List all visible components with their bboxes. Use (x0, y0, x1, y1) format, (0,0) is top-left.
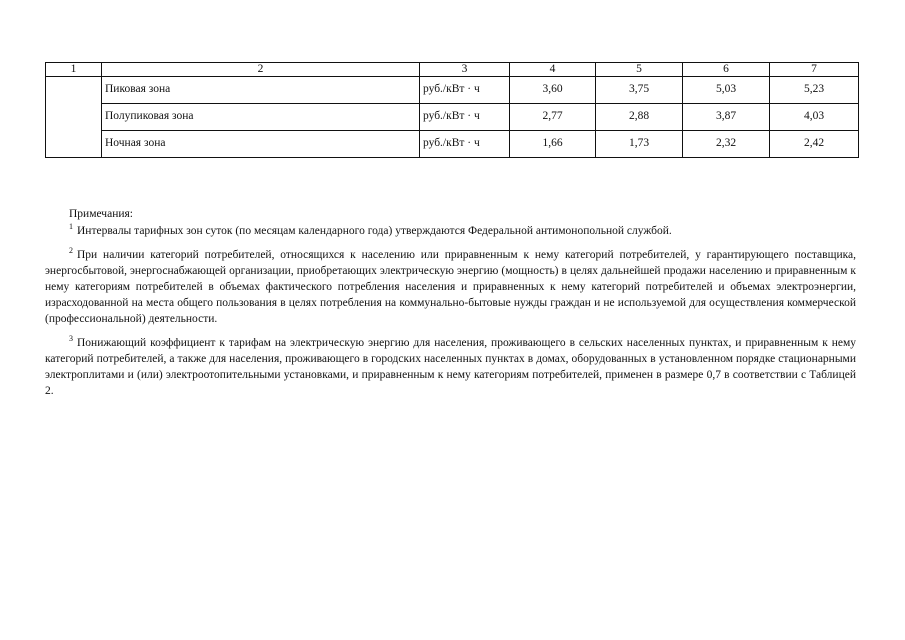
column-number: 3 (420, 63, 510, 77)
notes-title: Примечания: (69, 208, 133, 220)
column-number: 7 (770, 63, 859, 77)
row-number-cell (46, 76, 102, 157)
column-number: 5 (596, 63, 683, 77)
zone-name: Пиковая зона (102, 76, 420, 103)
tariff-value: 1,73 (596, 130, 683, 157)
tariff-value: 2,32 (683, 130, 770, 157)
column-number: 6 (683, 63, 770, 77)
notes-section (45, 206, 856, 399)
note-text: Интервалы тарифных зон суток (по месяцам календарного года) утверждаются Федеральной антимонопольной службой. (77, 225, 672, 237)
tariff-value: 1,66 (510, 130, 596, 157)
table-row (46, 103, 859, 130)
tariff-value: 3,60 (510, 76, 596, 103)
zone-name: Ночная зона (102, 130, 420, 157)
unit-cell: руб./кВт · ч (420, 130, 510, 157)
note-item (45, 335, 856, 399)
note-item (69, 223, 856, 239)
note-item (45, 247, 856, 327)
tariff-value: 3,75 (596, 76, 683, 103)
column-number: 2 (102, 63, 420, 77)
tariff-value: 2,77 (510, 103, 596, 130)
footnote-marker: 1 (69, 222, 73, 232)
column-number: 4 (510, 63, 596, 77)
table-row (46, 130, 859, 157)
table-header-row (46, 63, 859, 77)
tariff-table (45, 62, 859, 158)
tariff-value: 5,03 (683, 76, 770, 103)
tariff-value: 2,42 (770, 130, 859, 157)
unit-cell: руб./кВт · ч (420, 76, 510, 103)
tariff-value: 2,88 (596, 103, 683, 130)
zone-name: Полупиковая зона (102, 103, 420, 130)
tariff-value: 4,03 (770, 103, 859, 130)
footnote-marker: 3 (69, 334, 73, 344)
unit-cell: руб./кВт · ч (420, 103, 510, 130)
tariff-value: 3,87 (683, 103, 770, 130)
note-text: При наличии категорий потребителей, относящихся к населению или приравненным к нему категорий потребителей, у гарантирующего поставщика, энергосбытовой, энергоснабжающей организации, приобретающих электрическую энергию (мощность) в целях дальнейшей продажи населению и приравненным к нему категориям потребителей в объемах фактического потребления населения и приравненных к нему категорий потребителей и объемах электроэнергии, израсходованной на места общего пользования в целях потребления на коммунально-бытовые нужды граждан и не используемой для осуществления коммерческой (профессиональной) деятельности. (45, 249, 856, 325)
note-text: Понижающий коэффициент к тарифам на электрическую энергию для населения, проживающего в сельских населенных пунктах, и приравненным к нему категорий потребителей, а также для населения, проживающего в городских населенных пунктах в домах, оборудованных в установленном порядке стационарными электроплитами и (или) электроотопительными установками, и приравненным к нему категориям потребителей, применен в размере 0,7 в соответствии с Таблицей 2. (45, 337, 856, 397)
tariff-value: 5,23 (770, 76, 859, 103)
footnote-marker: 2 (69, 246, 73, 256)
column-number: 1 (46, 63, 102, 77)
table-row (46, 76, 859, 103)
